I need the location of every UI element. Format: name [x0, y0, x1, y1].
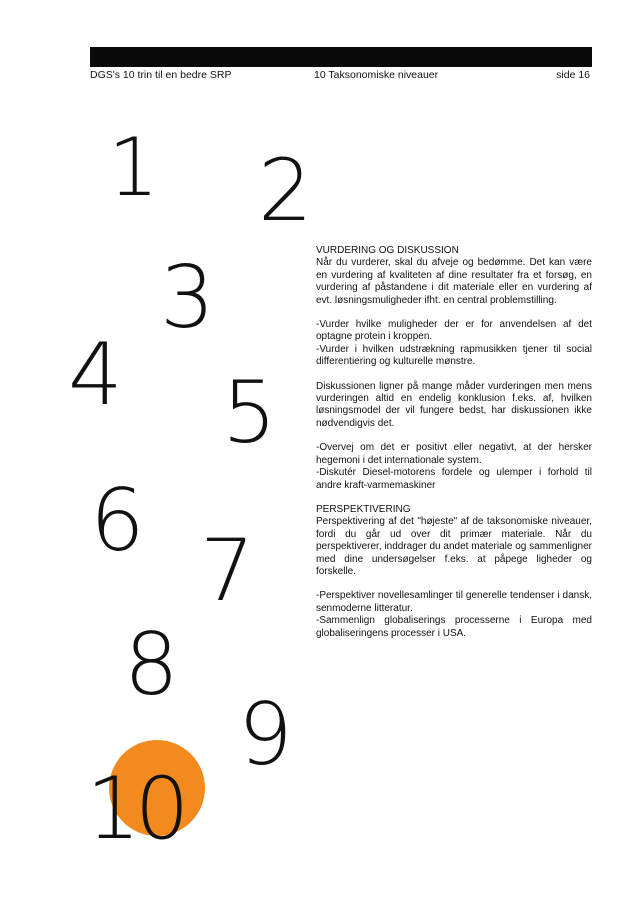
- section-heading: PERSPEKTIVERING: [316, 503, 411, 515]
- examples-vurdering: [316, 319, 592, 369]
- header-bar: [90, 47, 592, 67]
- step-number-9: 9: [238, 685, 293, 785]
- step-number-6: 6: [90, 471, 145, 571]
- content-column: [316, 245, 592, 652]
- example-item: -Diskutér Diesel-motorens fordele og ulemper i forhold til andre kraft-varmemaskiner: [316, 467, 592, 491]
- document-title: DGS's 10 trin til en bedre SRP: [90, 69, 232, 81]
- examples-diskussion: [316, 442, 592, 492]
- step-number-8: 8: [124, 615, 179, 715]
- example-item: -Vurder hvilke muligheder der er for anvendelsen af det optagne protein i kroppen.: [316, 319, 592, 343]
- section-heading: VURDERING OG DISKUSSION: [316, 245, 459, 256]
- example-item: -Overvej om det er positivt eller negativt, at der hersker hegemoni i det internationale system.: [316, 442, 592, 466]
- page-number: side 16: [556, 69, 590, 81]
- example-item: -Sammenlign globaliserings processerne i Europa med globaliseringens processer i USA.: [316, 615, 592, 639]
- step-number-4: 4: [68, 325, 123, 425]
- section-perspektivering: [316, 504, 592, 578]
- example-item: -Perspektiver novellesamlinger til generelle tendenser i dansk, senmoderne litteratur.: [316, 590, 592, 614]
- step-number-3: 3: [160, 248, 215, 348]
- paragraph: Når du vurderer, skal du afveje og bedømme. Det kan være en vurdering af kvaliteten af dine resultater fra et forsøg, en vurdering af påstandene i dit materiale eller en vurdering af evt. løsningsmuligheder ifht. en central problemstilling.: [316, 257, 592, 306]
- step-number-2: 2: [258, 141, 313, 241]
- example-item: -Vurder i hvilken udstrækning rapmusikken tjener til social differentiering og kulturelle mønstre.: [316, 343, 592, 368]
- step-number-7: 7: [200, 521, 255, 621]
- step-number-10: 10: [86, 759, 184, 859]
- section-title: 10 Taksonomiske niveauer: [314, 69, 439, 81]
- examples-perspektivering: [316, 590, 592, 640]
- step-number-1: 1: [108, 121, 159, 214]
- paragraph-diskussion: Diskussionen ligner på mange måder vurderingen men mens vurderingen altid en endelig konklusion f.eks. af, hvilken løsningsmodel der vil fungere bedst, har diskussionen ikke nødvendigvis det.: [316, 380, 592, 429]
- paragraph: Perspektivering af det "højeste" af de taksonomiske niveauer, fordi du går ud over dit primær materiale. Når du perspektiverer, inddrager du andet materiale og sammenligner med dine undersøgelser f.eks. at påpege ligheder og forskelle.: [316, 516, 592, 577]
- step-number-5: 5: [222, 363, 277, 463]
- section-vurdering: [316, 245, 592, 307]
